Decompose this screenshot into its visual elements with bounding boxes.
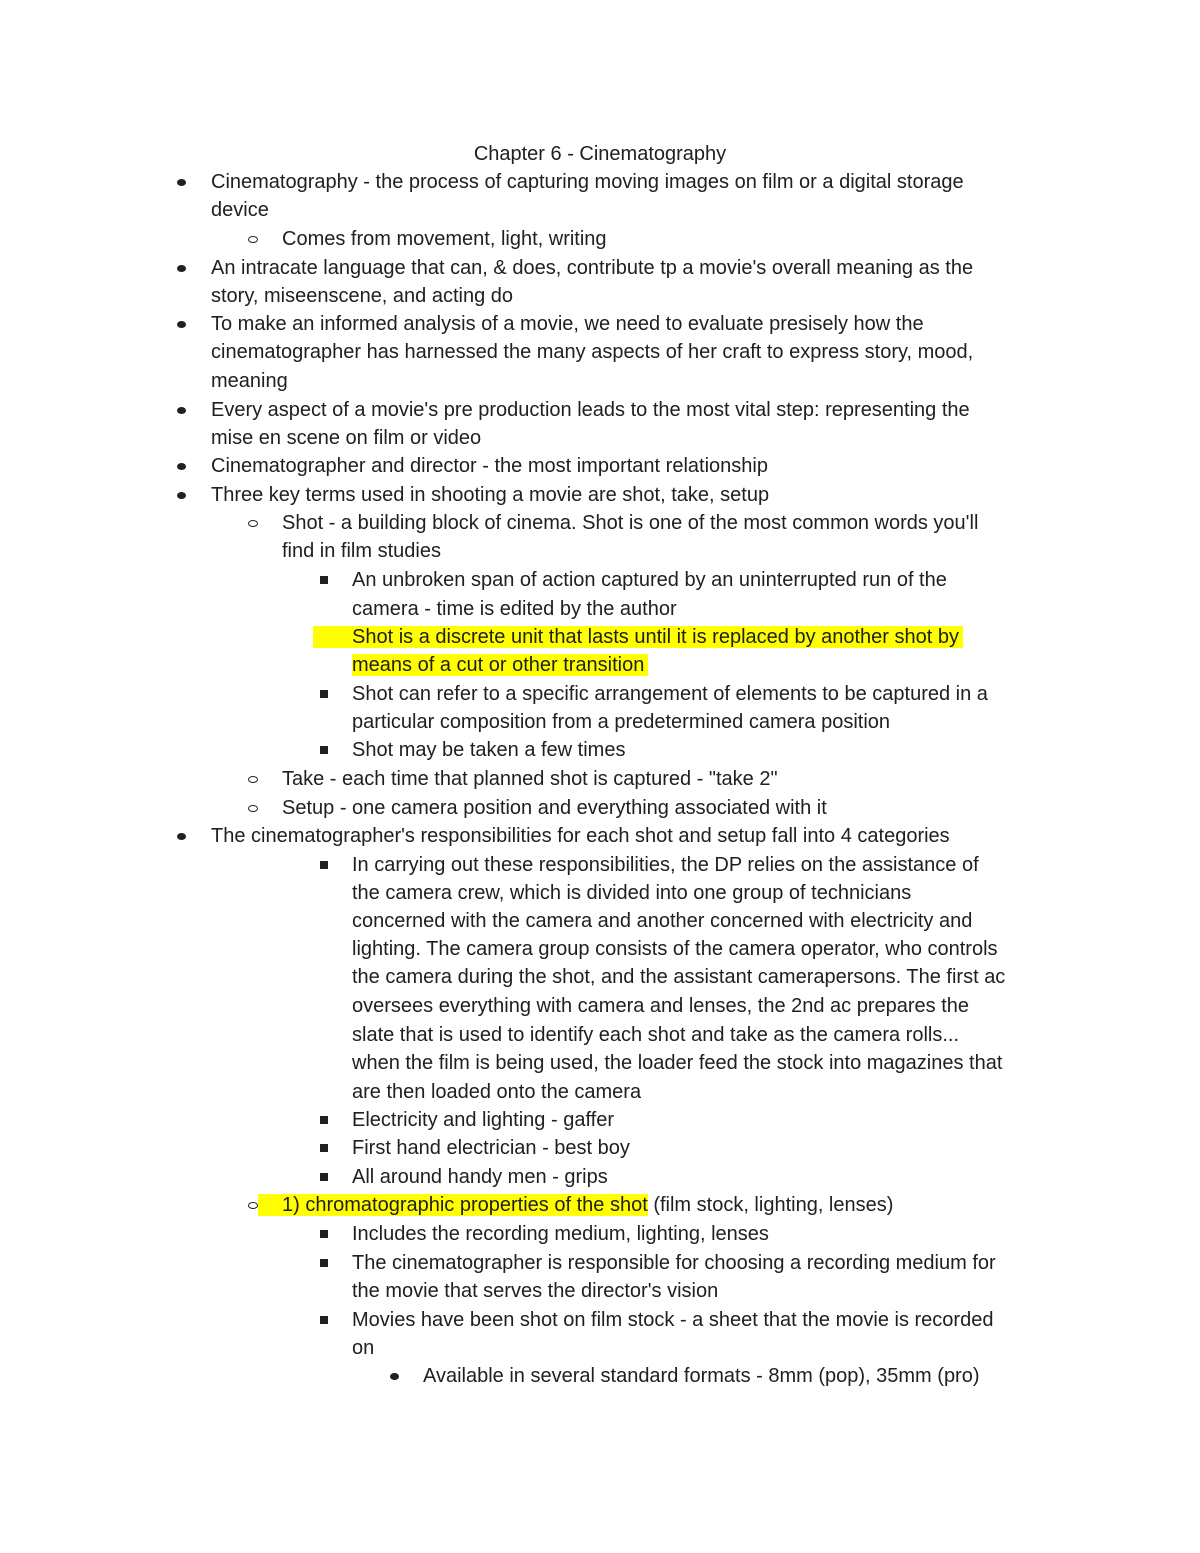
list-item-line: The cinematographer's responsibilities for each shot and setup fall into 4 categories — [211, 825, 950, 847]
list-item-line: Includes the recording medium, lighting, lenses — [352, 1223, 769, 1245]
bullet-square-icon — [320, 861, 328, 869]
bullet-square-icon — [320, 1144, 328, 1152]
list-item-line: In carrying out these responsibilities, the DP relies on the assistance of — [352, 854, 979, 876]
bullet-square-icon — [320, 1173, 328, 1181]
list-item-line: Shot can refer to a specific arrangement of elements to be captured in a — [352, 683, 988, 705]
list-item-line: Take - each time that planned shot is captured - "take 2" — [282, 768, 778, 790]
list-item-line: slate that is used to identify each shot and take as the camera rolls... — [352, 1024, 960, 1046]
list-item-line: First hand electrician - best boy — [352, 1137, 630, 1159]
page-title: Chapter 6 - Cinematography — [473, 143, 727, 165]
list-item-line: the camera during the shot, and the assistant camerapersons. The first ac — [352, 966, 1006, 988]
list-item-line: concerned with the camera and another concerned with electricity and — [352, 910, 973, 932]
list-item-line: Movies have been shot on film stock - a sheet that the movie is recorded — [352, 1309, 994, 1331]
list-item-line: find in film studies — [282, 540, 441, 562]
list-item-line: To make an informed analysis of a movie, we need to evaluate presisely how the — [211, 313, 924, 335]
bullet-square-icon — [320, 1230, 328, 1238]
bullet-circle-icon — [248, 805, 258, 812]
bullet-circle-icon — [248, 236, 258, 243]
list-item-line: Shot - a building block of cinema. Shot is one of the most common words you'll — [282, 512, 979, 534]
list-item-line: Three key terms used in shooting a movie are shot, take, setup — [211, 484, 770, 506]
list-item-line: particular composition from a predetermined camera position — [352, 711, 891, 733]
bullet-disc-icon — [177, 265, 186, 272]
list-item-line — [313, 623, 963, 651]
highlighted-text: 1) chromatographic properties of the shot — [258, 1194, 648, 1216]
line-text: (film stock, lighting, lenses) — [647, 1194, 894, 1216]
list-item-line: The cinematographer is responsible for choosing a recording medium for — [352, 1252, 996, 1274]
bullet-disc-icon — [177, 463, 186, 470]
list-item-line: when the film is being used, the loader feed the stock into magazines that — [352, 1052, 1003, 1074]
list-item-line: Available in several standard formats - 8mm (pop), 35mm (pro) — [423, 1365, 980, 1387]
list-item-line: meaning — [211, 370, 288, 392]
bullet-disc-icon — [390, 1373, 399, 1380]
bullet-disc-icon — [177, 321, 186, 328]
list-item-line: Cinematography - the process of capturing moving images on film or a digital storage — [211, 171, 964, 193]
bullet-circle-icon — [248, 520, 258, 527]
list-item-line: All around handy men - grips — [352, 1166, 608, 1188]
list-item-line: An unbroken span of action captured by an uninterrupted run of the — [352, 569, 947, 591]
bullet-square-icon — [320, 690, 328, 698]
list-item-line: Electricity and lighting - gaffer — [352, 1109, 614, 1131]
list-item-line: Shot may be taken a few times — [352, 739, 626, 761]
list-item-line: oversees everything with camera and lenses, the 2nd ac prepares the — [352, 995, 970, 1017]
bullet-disc-icon — [177, 492, 186, 499]
bullet-square-icon — [320, 1316, 328, 1324]
list-item-line: mise en scene on film or video — [211, 427, 482, 449]
bullet-circle-icon — [248, 1202, 258, 1209]
list-item-line: Comes from movement, light, writing — [282, 228, 607, 250]
bullet-square-icon — [320, 1259, 328, 1267]
list-item-line: story, miseenscene, and acting do — [211, 285, 514, 307]
list-item-line: the camera crew, which is divided into one group of technicians — [352, 882, 912, 904]
list-item-line: An intracate language that can, & does, contribute tp a movie's overall meaning as the — [211, 257, 974, 279]
list-item-line — [352, 651, 648, 679]
highlighted-text: means of a cut or other transition — [352, 654, 648, 676]
bullet-circle-icon — [248, 776, 258, 783]
bullet-disc-icon — [177, 179, 186, 186]
highlighted-text: Shot is a discrete unit that lasts until it is replaced by another shot by — [313, 626, 963, 648]
list-item-line: cinematographer has harnessed the many aspects of her craft to express story, mood, — [211, 341, 974, 363]
list-item-line — [258, 1191, 893, 1219]
list-item-line: device — [211, 199, 269, 221]
list-item-line: are then loaded onto the camera — [352, 1081, 642, 1103]
list-item-line: camera - time is edited by the author — [352, 598, 677, 620]
bullet-square-icon — [320, 576, 328, 584]
bullet-disc-icon — [177, 833, 186, 840]
list-item-line: Every aspect of a movie's pre production leads to the most vital step: representing the — [211, 399, 970, 421]
bullet-disc-icon — [177, 407, 186, 414]
list-item-line: the movie that serves the director's vision — [352, 1280, 719, 1302]
list-item-line: lighting. The camera group consists of the camera operator, who controls — [352, 938, 998, 960]
list-item-line: on — [352, 1337, 375, 1359]
list-item-line: Setup - one camera position and everything associated with it — [282, 797, 827, 819]
bullet-square-icon — [320, 1116, 328, 1124]
list-item-line: Cinematographer and director - the most important relationship — [211, 455, 768, 477]
bullet-square-icon — [320, 746, 328, 754]
